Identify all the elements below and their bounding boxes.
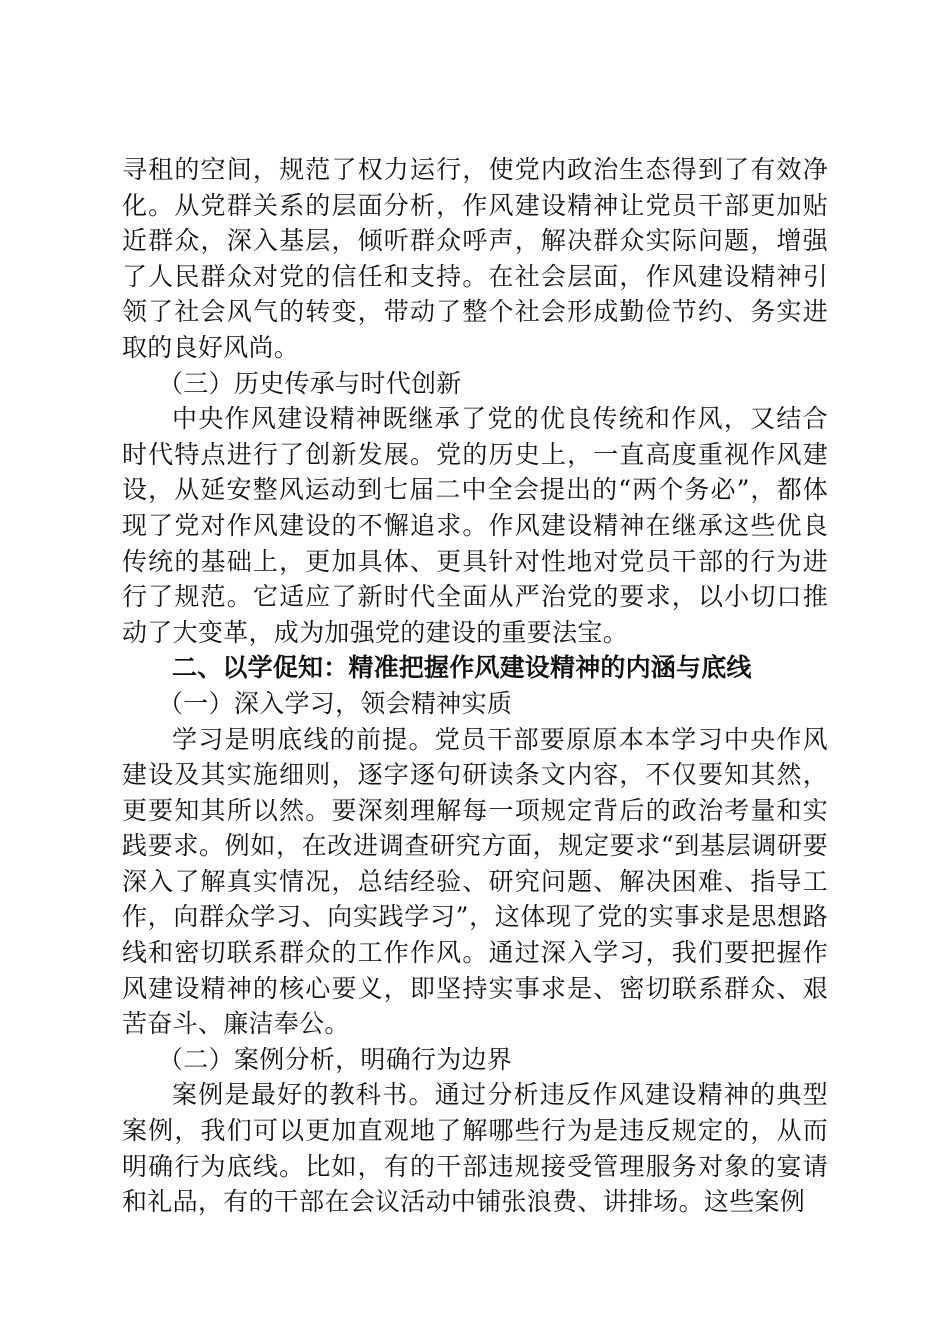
section-heading-learning: 二、以学促知：精准把握作风建设精神的内涵与底线 bbox=[172, 653, 752, 683]
paragraph-deep-study: 学习是明底线的前提。党员干部要原原本本学习中央作风建设及其实施细则，逐字逐句研读条文内容，不仅要知其然，更要知其所以然。要深刻理解每一项规定背后的政治考量和实践要求。例如，在改进调查研究方面，规定要求“到基层调研要深入了解真实情况，总结经验、研究问题、解决困难、指导工作，向群众学习、向实践学习”，这体现了党的实事求是思想路线和密切联系群众的工作作风。通过深入学习，我们要把握作风建设精神的核心要义，即坚持实事求是、密切联系群众、艰苦奋斗、廉洁奉公。 bbox=[122, 724, 828, 1039]
document-page bbox=[122, 152, 828, 1220]
paragraph-historical-inheritance: 中央作风建设精神既继承了党的优良传统和作风，又结合时代特点进行了创新发展。党的历史上，一直高度重视作风建设，从延安整风运动到七届二中全会提出的“两个务必”，都体现了党对作风建设的不懈追求。作风建设精神在继承这些优良传统的基础上，更加具体、更具针对性地对党员干部的行为进行了规范。它适应了新时代全面从严治党的要求，以小切口推动了大变革，成为加强党的建设的重要法宝。 bbox=[122, 404, 828, 647]
paragraph-party-mass-relations: 寻租的空间，规范了权力运行，使党内政治生态得到了有效净化。从党群关系的层面分析，作风建设精神让党员干部更加贴近群众，深入基层，倾听群众呼声，解决群众实际问题，增强了人民群众对党的信任和支持。在社会层面，作风建设精神引领了社会风气的转变，带动了整个社会形成勤俭节约、务实进取的良好风尚。 bbox=[122, 155, 828, 362]
subheading-case-analysis: （二）案例分析，明确行为边界 bbox=[158, 1044, 513, 1074]
subheading-deep-study: （一）深入学习，领会精神实质 bbox=[158, 688, 513, 718]
subheading-historical-inheritance: （三）历史传承与时代创新 bbox=[158, 368, 462, 398]
paragraph-case-analysis: 案例是最好的教科书。通过分析违反作风建设精神的典型案例，我们可以更加直观地了解哪些行为是违反规定的，从而明确行为底线。比如，有的干部违规接受管理服务对象的宴请和礼品，有的干部在会议活动中铺张浪费、讲排场。这些案例 bbox=[122, 1080, 828, 1217]
